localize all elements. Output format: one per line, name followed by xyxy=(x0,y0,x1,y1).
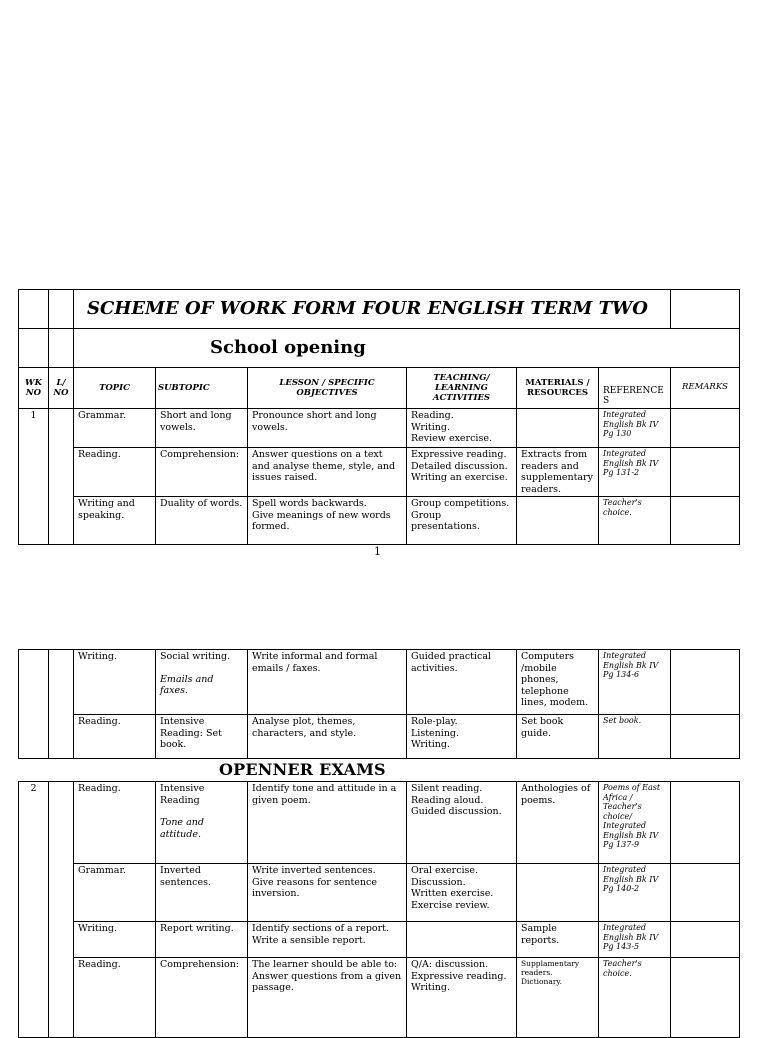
objective-line: Pronounce short and long vowels. xyxy=(252,410,377,433)
remarks-cell xyxy=(671,448,740,497)
materials-cell xyxy=(517,864,599,922)
activity-line: Exercise review. xyxy=(411,899,490,911)
topic-cell: Reading. xyxy=(74,715,156,759)
objective-line: Analyse plot, themes, characters, and style. xyxy=(252,716,357,739)
activity-line: Expressive reading. xyxy=(411,970,507,982)
week-number: 2 xyxy=(19,782,49,1038)
remarks-cell xyxy=(671,864,740,922)
activities-cell xyxy=(407,715,517,759)
table-row xyxy=(19,958,740,1038)
activity-line: Guided discussion. xyxy=(411,806,502,817)
topic-cell: Grammar. xyxy=(74,409,156,448)
objectives-cell xyxy=(248,497,407,545)
objective-line: Answer questions from a given passage. xyxy=(252,970,402,993)
blank-cell xyxy=(49,329,74,368)
activity-line: Group presentations. xyxy=(411,509,480,532)
reference-cell: Set book. xyxy=(599,715,671,759)
activity-line: Review exercise. xyxy=(411,433,492,444)
activity-line: Listening. xyxy=(411,727,460,739)
subtopic-cell: Inverted sentences. xyxy=(156,864,248,922)
objective-line: Answer questions on a text and analyse theme, style, and issues raised. xyxy=(252,449,396,483)
subtopic-cell xyxy=(156,650,248,715)
subtopic-cell: Comprehension: xyxy=(156,958,248,1038)
lesson-number xyxy=(49,409,74,545)
activities-cell xyxy=(407,958,517,1038)
blank-cell xyxy=(49,290,74,329)
blank-cell xyxy=(19,329,49,368)
objective-line: Write inverted sentences. xyxy=(252,865,376,876)
page-number: 1 xyxy=(374,545,381,558)
materials-cell: Computers /mobile phones, telephone lines, modem. xyxy=(517,650,599,715)
spacer xyxy=(160,663,243,674)
activity-line: Writing. xyxy=(411,982,450,993)
objective-line: Write informal and formal emails / faxes. xyxy=(252,651,378,674)
activity-line: Discussion. xyxy=(411,876,466,888)
remarks-cell xyxy=(671,497,740,545)
week-number xyxy=(19,650,49,759)
subtopic-line: Intensive Reading xyxy=(160,783,205,806)
header-wk-no: WK NO xyxy=(19,368,49,409)
objective-line: Identify tone and attitude in a given poem. xyxy=(252,783,397,806)
topic-cell: Writing. xyxy=(74,922,156,958)
materials-cell: Extracts from readers and supplementary readers. xyxy=(517,448,599,497)
reference-cell: Integrated English Bk IV Pg 131-2 xyxy=(599,448,671,497)
subtopic-detail: Emails and faxes. xyxy=(160,673,214,696)
objectives-cell xyxy=(248,782,407,864)
remarks-cell xyxy=(671,782,740,864)
activity-line: Role-play. xyxy=(411,716,458,727)
remarks-cell xyxy=(671,958,740,1038)
week-number: 1 xyxy=(19,409,49,545)
materials-cell: Sample reports. xyxy=(517,922,599,958)
objective-line: Write a sensible report. xyxy=(252,934,366,946)
subtopic-line: Social writing. xyxy=(160,651,231,662)
activity-line: Detailed discussion. xyxy=(411,460,508,472)
subtopic-cell xyxy=(156,782,248,864)
subtopic-cell: Report writing. xyxy=(156,922,248,958)
topic-cell: Writing and speaking. xyxy=(74,497,156,545)
header-reference: REFERENCE S xyxy=(599,368,671,409)
table-row xyxy=(19,715,740,759)
subtopic-cell: Intensive Reading: Set book. xyxy=(156,715,248,759)
subtopic-detail: Tone and attitude. xyxy=(160,817,204,840)
header-subtopic: SUBTOPIC xyxy=(156,368,248,409)
activity-line: Written exercise. xyxy=(411,888,494,899)
topic-cell: Reading. xyxy=(74,448,156,497)
remarks-cell xyxy=(671,715,740,759)
table-row xyxy=(19,448,740,497)
activity-line: Reading aloud. xyxy=(411,794,484,806)
header-materials: MATERIALS / RESOURCES xyxy=(517,368,599,409)
remarks-cell xyxy=(671,650,740,715)
header-l-no: L/ NO xyxy=(49,368,74,409)
activity-line: Reading. xyxy=(411,410,454,421)
section-heading: OPENNER EXAMS xyxy=(219,760,386,779)
remarks-cell xyxy=(671,409,740,448)
header-objectives: LESSON / SPECIFIC OBJECTIVES xyxy=(248,368,407,409)
document-title: SCHEME OF WORK FORM FOUR ENGLISH TERM TWO xyxy=(74,290,671,329)
objectives-cell xyxy=(248,922,407,958)
activity-line: Guided practical activities. xyxy=(411,651,492,674)
lesson-number xyxy=(49,782,74,1038)
activities-cell xyxy=(407,409,517,448)
header-remarks: REMARKS xyxy=(671,368,740,409)
objective-line: The learner should be able to: xyxy=(252,959,398,970)
activity-line: Writing. xyxy=(411,421,450,433)
objective-line: Identify sections of a report. xyxy=(252,923,390,934)
scheme-table-week2 xyxy=(18,781,740,1038)
activity-line: Group competitions. xyxy=(411,498,510,509)
reference-cell: Integrated English Bk IV Pg 143-5 xyxy=(599,922,671,958)
reference-cell: Integrated English Bk IV Pg 140-2 xyxy=(599,864,671,922)
activities-cell xyxy=(407,864,517,922)
reference-cell: Integrated English Bk IV Pg 130 xyxy=(599,409,671,448)
objectives-cell xyxy=(248,864,407,922)
reference-cell: Teacher's choice. xyxy=(599,958,671,1038)
activities-cell xyxy=(407,650,517,715)
table-row xyxy=(19,864,740,922)
header-topic: TOPIC xyxy=(74,368,156,409)
topic-cell: Writing. xyxy=(74,650,156,715)
objectives-cell xyxy=(248,448,407,497)
activity-line: Oral exercise. xyxy=(411,865,479,876)
blank-cell xyxy=(19,290,49,329)
topic-cell: Grammar. xyxy=(74,864,156,922)
blank-cell xyxy=(671,290,740,329)
subtopic-cell: Short and long vowels. xyxy=(156,409,248,448)
school-opening-row: School opening xyxy=(74,329,740,368)
scheme-table-page1 xyxy=(18,289,740,545)
objective-line: Give reasons for sentence inversion. xyxy=(252,876,377,899)
activity-line: Silent reading. xyxy=(411,783,483,794)
activity-line: Expressive reading. xyxy=(411,449,507,460)
table-row xyxy=(19,650,740,715)
table-row xyxy=(19,782,740,864)
spacer xyxy=(160,806,243,817)
subtopic-cell: Comprehension: xyxy=(156,448,248,497)
topic-cell: Reading. xyxy=(74,782,156,864)
materials-cell xyxy=(517,497,599,545)
remarks-cell xyxy=(671,922,740,958)
table-row xyxy=(19,497,740,545)
activities-cell xyxy=(407,497,517,545)
activities-cell xyxy=(407,448,517,497)
activity-line: Writing. xyxy=(411,739,450,750)
subtopic-cell: Duality of words. xyxy=(156,497,248,545)
activities-cell xyxy=(407,922,517,958)
reference-cell: Poems of East Africa / Teacher's choice/ Integrated English Bk IV Pg 137-9 xyxy=(599,782,671,864)
reference-cell: Teacher's choice. xyxy=(599,497,671,545)
topic-cell: Reading. xyxy=(74,958,156,1038)
objectives-cell xyxy=(248,958,407,1038)
lesson-number xyxy=(49,650,74,759)
materials-cell: Set book guide. xyxy=(517,715,599,759)
objective-line: Give meanings of new words formed. xyxy=(252,509,391,532)
materials-cell: Supplamentary readers. Dictionary. xyxy=(517,958,599,1038)
objectives-cell xyxy=(248,409,407,448)
objective-line: Spell words backwards. xyxy=(252,498,367,509)
table-row xyxy=(19,922,740,958)
header-activities: TEACHING/ LEARNING ACTIVITIES xyxy=(407,368,517,409)
materials-cell xyxy=(517,409,599,448)
scheme-table-page2 xyxy=(18,649,740,759)
objectives-cell xyxy=(248,715,407,759)
activities-cell xyxy=(407,782,517,864)
table-row xyxy=(19,409,740,448)
objectives-cell xyxy=(248,650,407,715)
activity-line: Writing an exercise. xyxy=(411,472,508,483)
materials-cell: Anthologies of poems. xyxy=(517,782,599,864)
activity-line: Q/A: discussion. xyxy=(411,959,489,970)
reference-cell: Integrated English Bk IV Pg 134-6 xyxy=(599,650,671,715)
